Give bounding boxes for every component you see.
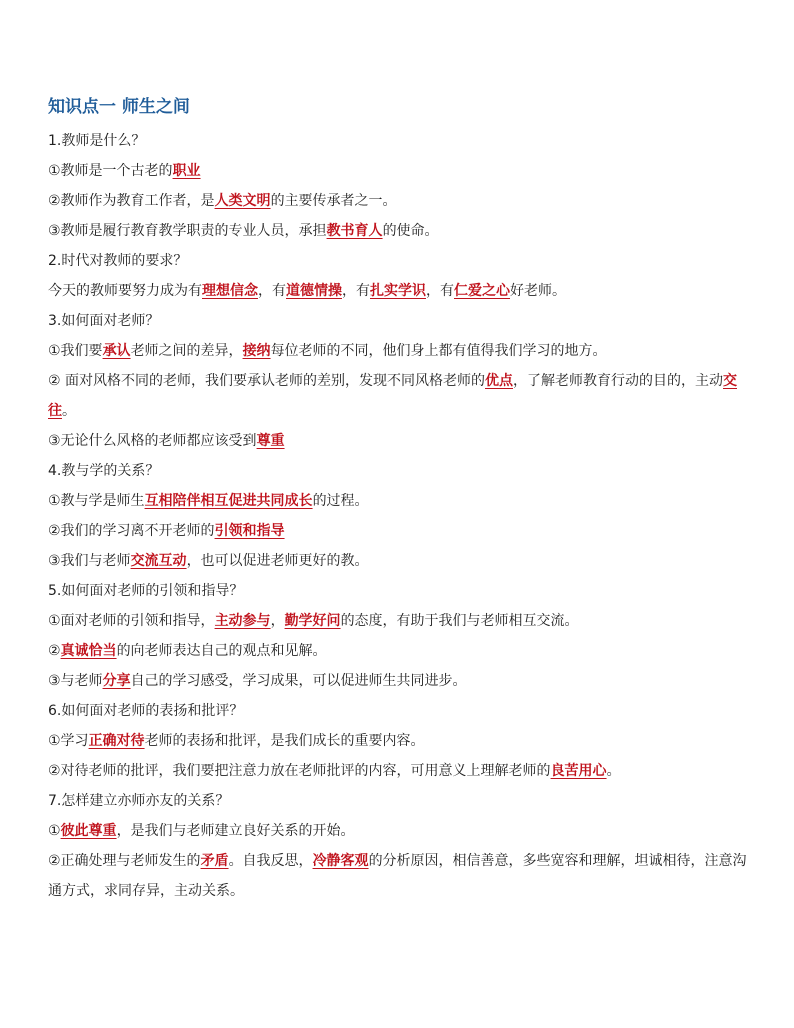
answer-text: ，也可以促进老师更好的教。	[186, 553, 369, 569]
key-term: 互相陪伴相互促进共同成长	[144, 493, 313, 509]
key-term: 道德情操	[286, 283, 342, 299]
answer-text: 自己的学习感受，学习成果，可以促进师生共同进步。	[130, 673, 467, 689]
key-term: 引领和指导	[214, 523, 285, 539]
key-term: 优点	[485, 373, 513, 389]
answer-text: ①学习	[48, 733, 89, 749]
answer-text: ② 面对风格不同的老师，我们要承认老师的差别，发现不同风格老师的	[48, 373, 485, 389]
answer-text: ②我们的学习离不开老师的	[48, 523, 215, 539]
question-section	[48, 576, 748, 696]
answer-text: ③我们与老师	[48, 553, 131, 569]
answer-text: 的过程。	[312, 493, 369, 509]
answer-line	[48, 846, 748, 906]
answer-text: 的态度，有助于我们与老师相互交流。	[340, 613, 579, 629]
answer-text: ②对待老师的批评，我们要把注意力放在老师批评的内容，可用意义上理解老师的	[48, 763, 551, 779]
answer-text: ②	[48, 643, 61, 659]
key-term: 仁爱之心	[454, 283, 510, 299]
key-term: 正确对待	[88, 733, 145, 749]
answer-text: 。	[606, 763, 621, 779]
key-term: 接纳	[242, 343, 271, 359]
question-section	[48, 246, 748, 306]
answer-text: ①教师是一个古老的	[48, 163, 173, 179]
key-term: 交流互动	[130, 553, 187, 569]
answer-text: 今天的教师要努力成为有	[48, 283, 202, 299]
answer-line	[48, 156, 748, 186]
answer-text: ，有	[426, 283, 454, 299]
answer-text: 的向老师表达自己的观点和见解。	[116, 643, 327, 659]
answer-text: 老师之间的差异，	[130, 343, 243, 359]
answer-text: 每位老师的不同，他们身上都有值得我们学习的地方。	[270, 343, 607, 359]
answer-text: ①我们要	[48, 343, 103, 359]
key-term: 勤学好问	[284, 613, 341, 629]
key-term: 冷静客观	[312, 853, 369, 869]
answer-line	[48, 516, 748, 546]
answer-line	[48, 216, 748, 246]
question-section	[48, 696, 748, 786]
answer-text: 。自我反思，	[228, 853, 313, 869]
question-heading: 5.如何面对老师的引领和指导？	[48, 583, 244, 599]
answer-text: ①面对老师的引领和指导，	[48, 613, 215, 629]
question-section	[48, 306, 748, 456]
question-heading: 6.如何面对老师的表扬和批评？	[48, 703, 244, 719]
key-term: 彼此尊重	[60, 823, 117, 839]
answer-line	[48, 426, 748, 456]
answer-text: ，有	[342, 283, 370, 299]
answer-line	[48, 636, 748, 666]
key-term: 扎实学识	[370, 283, 426, 299]
question-heading: 3.如何面对老师？	[48, 313, 160, 329]
answer-text: ③无论什么风格的老师都应该受到	[48, 433, 257, 449]
answer-line	[48, 756, 748, 786]
question-section	[48, 786, 748, 906]
question-heading: 4.教与学的关系？	[48, 463, 160, 479]
answer-text: 的主要传承者之一。	[270, 193, 397, 209]
key-term: 教书育人	[326, 223, 383, 239]
answer-text: ①教与学是师生	[48, 493, 145, 509]
answer-text: 老师的表扬和批评，是我们成长的重要内容。	[144, 733, 425, 749]
answer-text: ③与老师	[48, 673, 103, 689]
answer-line	[48, 276, 748, 306]
answer-line	[48, 726, 748, 756]
answer-text: 。	[62, 403, 76, 419]
answer-text: 的分析原因，相信善意，多些宽容和理解，坦诚相待，注意沟通方式，求同存异，主动关系。	[48, 853, 747, 899]
key-term: 承认	[102, 343, 131, 359]
answer-text: 好老师。	[510, 283, 566, 299]
question-list	[48, 126, 748, 906]
answer-line	[48, 186, 748, 216]
key-term: 理想信念	[202, 283, 258, 299]
question-heading: 2.时代对教师的要求？	[48, 253, 188, 269]
answer-text: ，了解老师教育行动的目的，主动	[513, 373, 723, 389]
answer-text: ，	[270, 613, 285, 629]
key-term: 矛盾	[200, 853, 229, 869]
question-section	[48, 126, 748, 246]
section-title: 知识点一 师生之间	[48, 97, 190, 117]
question-heading: 7.怎样建立亦师亦友的关系？	[48, 793, 230, 809]
answer-text: ①	[48, 823, 61, 839]
document-body	[48, 92, 748, 906]
answer-text: ，是我们与老师建立良好关系的开始。	[116, 823, 355, 839]
answer-text: 的使命。	[382, 223, 439, 239]
answer-line	[48, 816, 748, 846]
answer-text: ②正确处理与老师发生的	[48, 853, 201, 869]
answer-line	[48, 546, 748, 576]
key-term: 职业	[172, 163, 201, 179]
key-term: 分享	[102, 673, 131, 689]
key-term: 交往	[48, 373, 737, 419]
key-term: 真诚恰当	[60, 643, 117, 659]
answer-line	[48, 366, 748, 426]
key-term: 良苦用心	[550, 763, 607, 779]
answer-line	[48, 666, 748, 696]
answer-line	[48, 606, 748, 636]
answer-text: ，有	[258, 283, 286, 299]
answer-text: ③教师是履行教育教学职责的专业人员，承担	[48, 223, 327, 239]
answer-text: ②教师作为教育工作者，是	[48, 193, 215, 209]
answer-line	[48, 336, 748, 366]
key-term: 主动参与	[214, 613, 271, 629]
key-term: 人类文明	[214, 193, 271, 209]
key-term: 尊重	[256, 433, 285, 449]
question-section	[48, 456, 748, 576]
answer-line	[48, 486, 748, 516]
question-heading: 1.教师是什么？	[48, 133, 146, 149]
